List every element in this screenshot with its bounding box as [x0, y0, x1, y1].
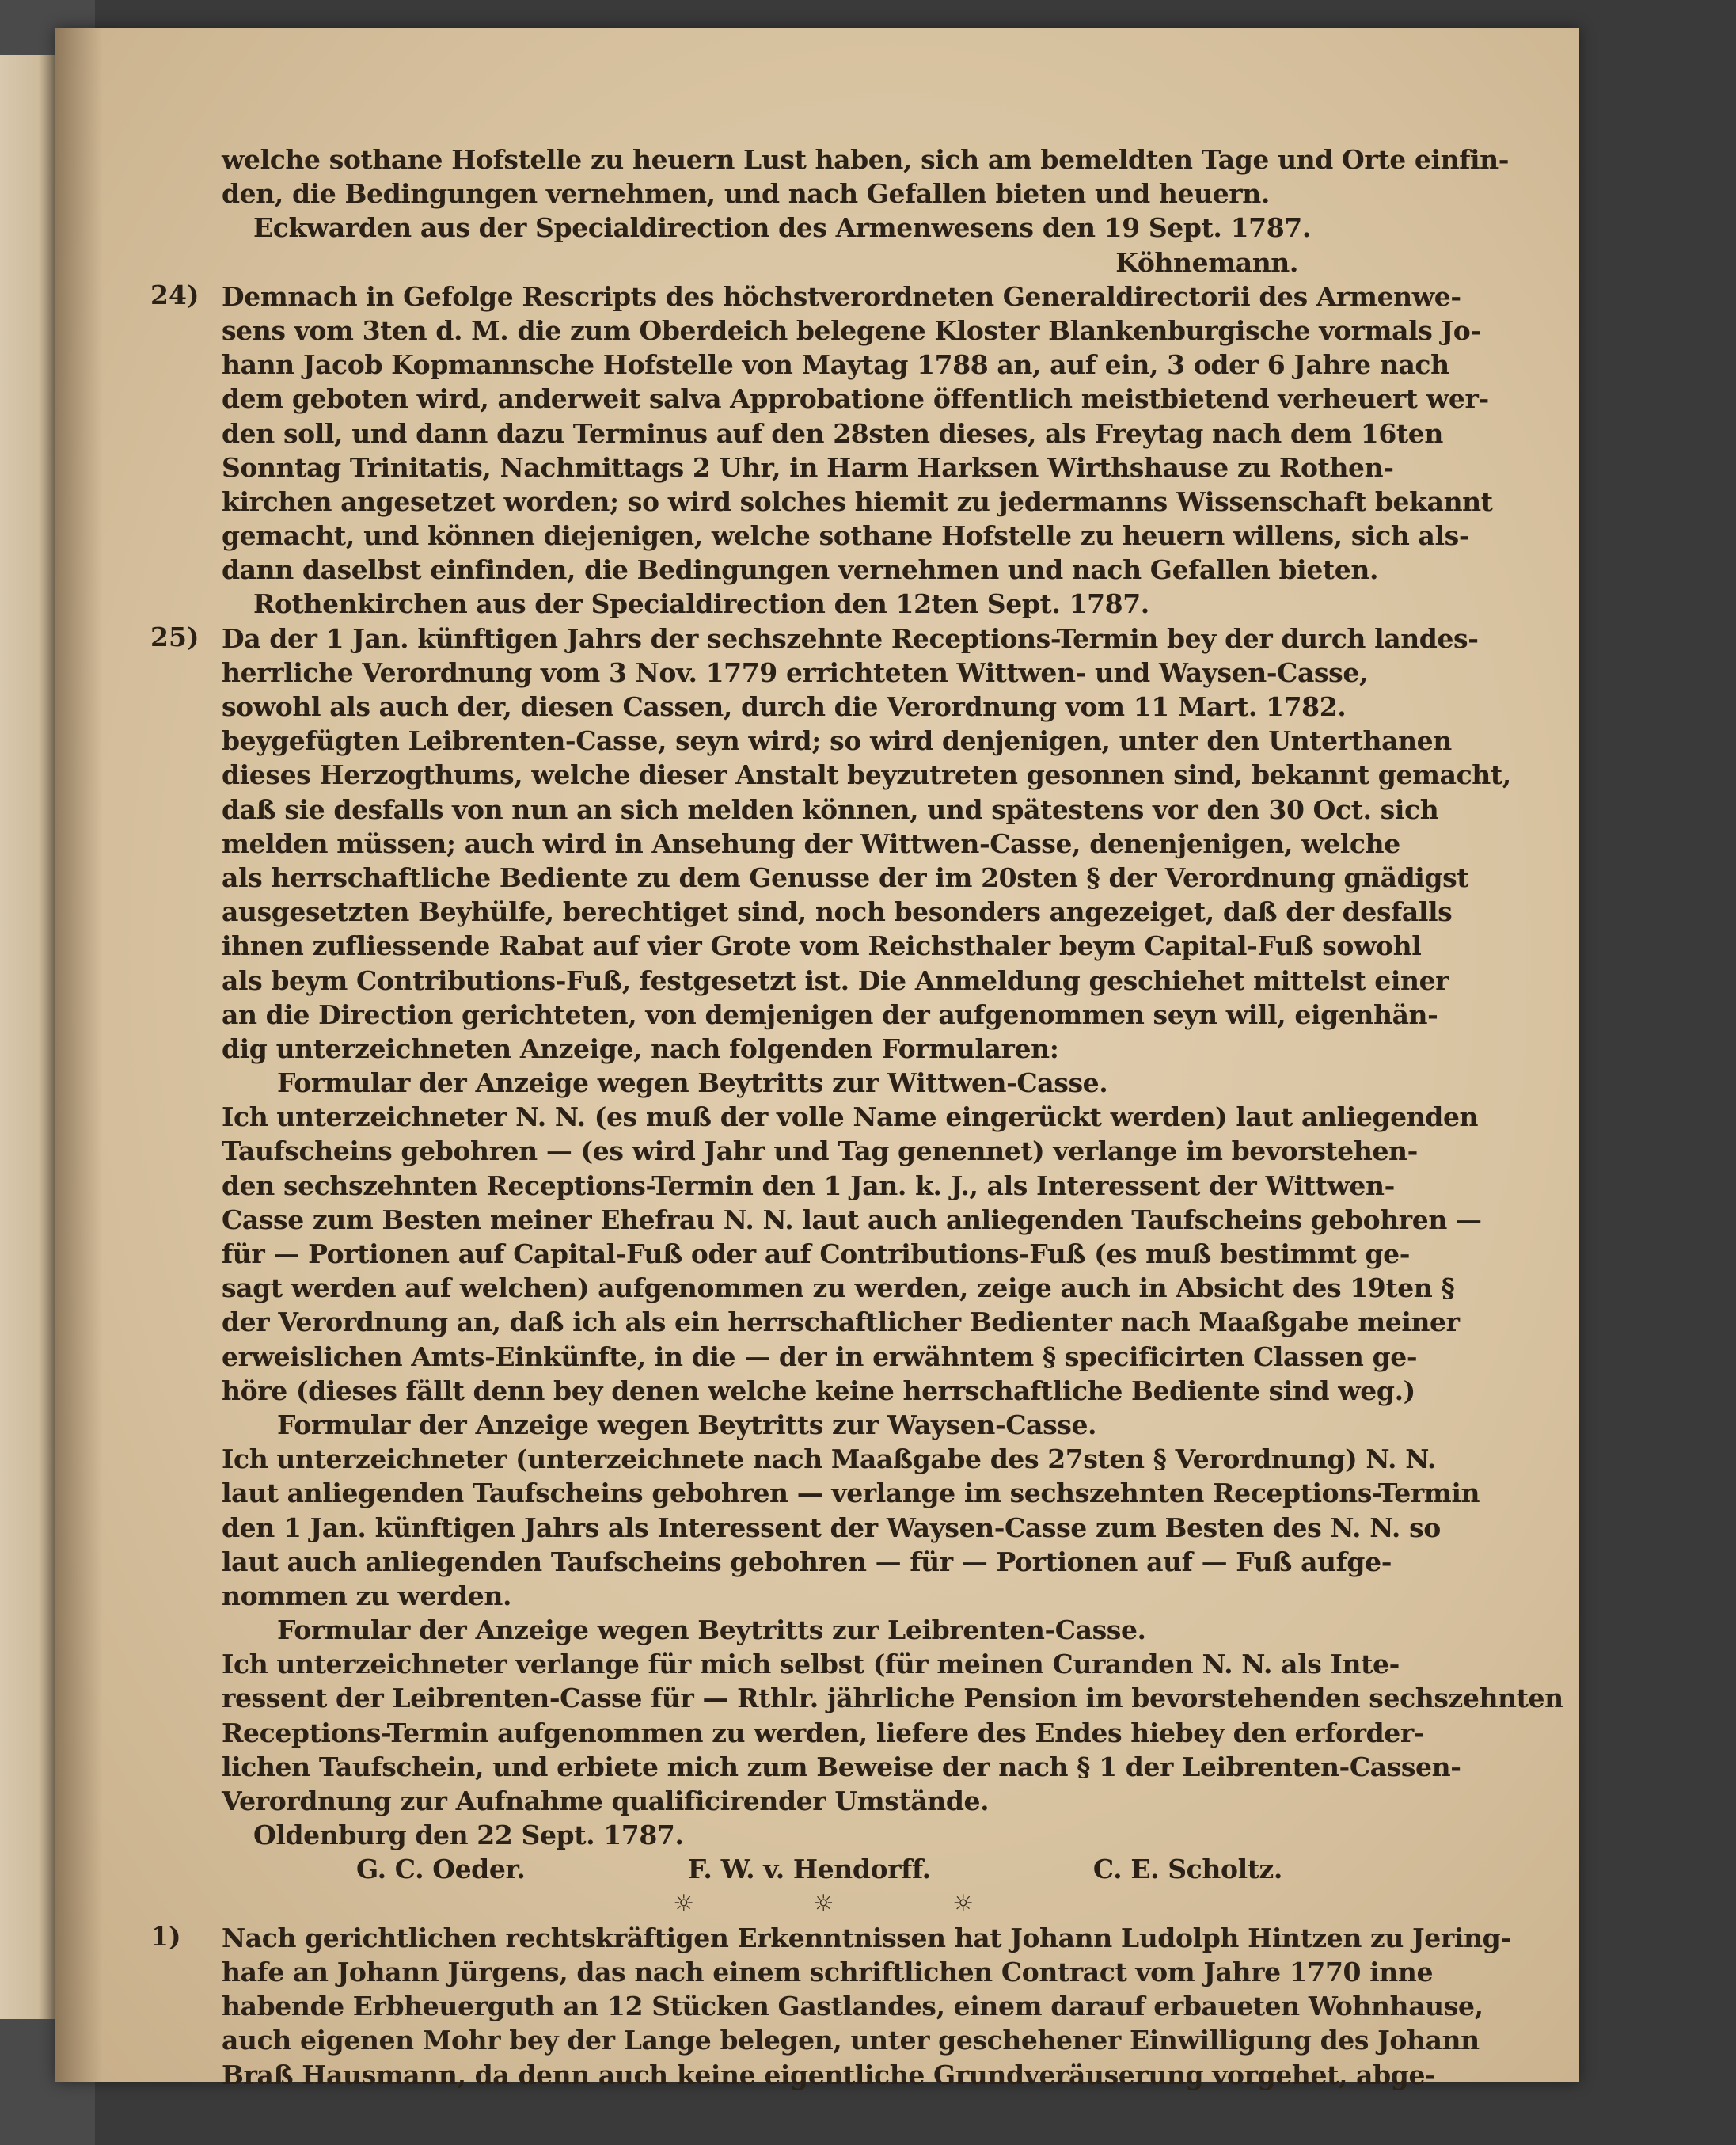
- text-line: kirchen angesetzet worden; so wird solches hiemit zu jedermanns Wissenschaft bekannt: [222, 485, 1493, 517]
- sun-ornament-icon: ☼: [812, 1889, 834, 1918]
- entry-number: 24): [150, 279, 199, 310]
- text-line: melden müssen; auch wird in Ansehung der Wittwen-Casse, denenjenigen, welche: [222, 827, 1400, 859]
- text-line: Formular der Anzeige wegen Beytritts zur Wittwen-Casse.: [277, 1067, 1108, 1099]
- text-line: Nach gerichtlichen rechtskräftigen Erkenntnissen hat Johann Ludolph Hintzen zu Jering-: [222, 1922, 1511, 1953]
- text-line: als herrschaftliche Bediente zu dem Genusse der im 20sten § der Verordnung gnädigst: [222, 861, 1469, 893]
- page-text-block: [222, 143, 1563, 2092]
- text-line: ressent der Leibrenten-Casse für — Rthlr. jährliche Pension im bevorstehenden sechszehnten: [222, 1683, 1563, 1714]
- text-line: an die Direction gerichteten, von demjenigen der aufgenommen seyn will, eigenhän-: [222, 998, 1438, 1030]
- text-line: Da der 1 Jan. künftigen Jahrs der sechszehnte Receptions-Termin bey der durch landes-: [222, 622, 1479, 654]
- signature-name: C. E. Scholtz.: [1092, 1854, 1282, 1885]
- text-line: Casse zum Besten meiner Ehefrau N. N. laut auch anliegenden Taufscheins gebohren —: [222, 1204, 1482, 1235]
- text-line: hafe an Johann Jürgens, das nach einem schriftlichen Contract vom Jahre 1770 inne: [222, 1956, 1434, 1987]
- text-line: habende Erbheuerguth an 12 Stücken Gastlandes, einem darauf erbaueten Wohnhause,: [222, 1991, 1483, 2022]
- text-line: Braß Hausmann, da denn auch keine eigentliche Grundveräuserung vorgehet, abge-: [222, 2059, 1436, 2090]
- facing-page-edge: [0, 55, 55, 2019]
- text-line: beygefügten Leibrenten-Casse, seyn wird; so wird denjenigen, unter den Unterthanen: [222, 725, 1452, 757]
- text-line: höre (dieses fällt denn bey denen welche keine herrschaftliche Bediente sind weg.): [222, 1375, 1415, 1406]
- text-line: erweislichen Amts-Einkünfte, in die — der in erwähntem § specificirten Classen ge-: [222, 1341, 1418, 1372]
- text-line: hann Jacob Kopmannsche Hofstelle von Maytag 1788 an, auf ein, 3 oder 6 Jahre nach: [222, 349, 1449, 381]
- text-line: Receptions-Termin aufgenommen zu werden, liefere des Endes hiebey den erforder-: [222, 1717, 1425, 1748]
- text-line: den sechszehnten Receptions-Termin den 1 Jan. k. J., als Interessent der Wittwen-: [222, 1169, 1395, 1201]
- text-line: gemacht, und können diejenigen, welche sothane Hofstelle zu heuern willens, sich als-: [222, 520, 1470, 552]
- entry-number: 25): [150, 621, 199, 652]
- text-line: dig unterzeichneten Anzeige, nach folgenden Formularen:: [222, 1033, 1059, 1064]
- text-line: Rothenkirchen aus der Specialdirection den 12ten Sept. 1787.: [253, 588, 1149, 620]
- text-line: den, die Bedingungen vernehmen, und nach Gefallen bieten und heuern.: [222, 178, 1270, 210]
- text-line: den 1 Jan. künftigen Jahrs als Interessent der Waysen-Casse zum Besten des N. N. so: [222, 1512, 1441, 1543]
- text-line: sens vom 3ten d. M. die zum Oberdeich belegene Kloster Blankenburgische vormals Jo-: [222, 314, 1481, 346]
- entry-number: 1): [150, 1921, 181, 1953]
- text-line: Ich unterzeichneter verlange für mich selbst (für meinen Curanden N. N. als Inte-: [222, 1649, 1400, 1680]
- text-line: dieses Herzogthums, welche dieser Anstalt beyzutreten gesonnen sind, bekannt gemacht,: [222, 759, 1511, 791]
- text-line: Ich unterzeichneter N. N. (es muß der volle Name eingerückt werden) laut anliegenden: [222, 1101, 1479, 1133]
- text-line: laut anliegenden Taufscheins gebohren — verlange im sechszehnten Receptions-Termin: [222, 1478, 1480, 1509]
- text-line: Köhnemann.: [1115, 246, 1298, 278]
- signature-name: F. W. v. Hendorff.: [687, 1854, 931, 1885]
- section-divider-ornament: [222, 1887, 1409, 1921]
- text-line: der Verordnung an, daß ich als ein herrschaftlicher Bedienter nach Maaßgabe meiner: [222, 1306, 1460, 1338]
- text-line: Sonntag Trinitatis, Nachmittags 2 Uhr, in Harm Harksen Wirthshause zu Rothen-: [222, 451, 1394, 483]
- text-line: laut auch anliegenden Taufscheins gebohren — für — Portionen auf — Fuß aufge-: [222, 1546, 1392, 1577]
- signature-name: G. C. Oeder.: [356, 1854, 526, 1885]
- text-line: dann daselbst einfinden, die Bedingungen vernehmen und nach Gefallen bieten.: [222, 554, 1379, 586]
- text-line: Taufscheins gebohren — (es wird Jahr und Tag genennet) verlange im bevorstehen-: [222, 1135, 1418, 1167]
- text-line: auch eigenen Mohr bey der Lange belegen, unter geschehener Einwilligung des Johann: [222, 2025, 1480, 2056]
- text-line: welche sothane Hofstelle zu heuern Lust haben, sich am bemeldten Tage und Orte einfin-: [222, 144, 1510, 175]
- text-line: lichen Taufschein, und erbiete mich zum Beweise der nach § 1 der Leibrenten-Cassen-: [222, 1751, 1461, 1782]
- page-gutter-shadow: [55, 28, 103, 2082]
- text-line: Formular der Anzeige wegen Beytritts zur Leibrenten-Casse.: [277, 1614, 1146, 1646]
- text-line: Demnach in Gefolge Rescripts des höchstverordneten Generaldirectorii des Armenwe-: [222, 280, 1461, 312]
- text-line: für — Portionen auf Capital-Fuß oder auf Contributions-Fuß (es muß bestimmt ge-: [222, 1238, 1410, 1269]
- text-line: den soll, und dann dazu Terminus auf den 28sten dieses, als Freytag nach dem 16ten: [222, 417, 1443, 449]
- text-line: daß sie desfalls von nun an sich melden können, und spätestens vor den 30 Oct. sich: [222, 793, 1439, 825]
- text-line: Ich unterzeichneter (unterzeichnete nach Maaßgabe des 27sten § Verordnung) N. N.: [222, 1443, 1436, 1475]
- text-line: sagt werden auf welchen) aufgenommen zu werden, zeige auch in Absicht des 19ten §: [222, 1272, 1455, 1304]
- text-line: ausgesetzten Beyhülfe, berechtiget sind, noch besonders angezeiget, daß der desfalls: [222, 896, 1453, 928]
- text-line: herrliche Verordnung vom 3 Nov. 1779 errichteten Wittwen- und Waysen-Casse,: [222, 656, 1369, 688]
- sun-ornament-icon: ☼: [673, 1889, 694, 1918]
- text-line: sowohl als auch der, diesen Cassen, durch die Verordnung vom 11 Mart. 1782.: [222, 691, 1347, 722]
- sun-ornament-icon: ☼: [952, 1889, 974, 1918]
- text-line: ihnen zufliessende Rabat auf vier Grote vom Reichsthaler beym Capital-Fuß sowohl: [222, 930, 1422, 962]
- text-line: nommen zu werden.: [222, 1580, 512, 1611]
- text-line: Oldenburg den 22 Sept. 1787.: [253, 1820, 684, 1851]
- text-line: Verordnung zur Aufnahme qualificirender Umstände.: [222, 1786, 990, 1816]
- text-line: Formular der Anzeige wegen Beytritts zur Waysen-Casse.: [277, 1409, 1097, 1440]
- text-line: dem geboten wird, anderweit salva Approbatione öffentlich meistbietend verheuert wer-: [222, 383, 1489, 415]
- text-line: Eckwarden aus der Specialdirection des Armenwesens den 19 Sept. 1787.: [253, 212, 1311, 244]
- signature-row: [222, 1852, 1409, 1886]
- text-line: als beym Contributions-Fuß, festgesetzt ist. Die Anmeldung geschiehet mittelst einer: [222, 964, 1449, 996]
